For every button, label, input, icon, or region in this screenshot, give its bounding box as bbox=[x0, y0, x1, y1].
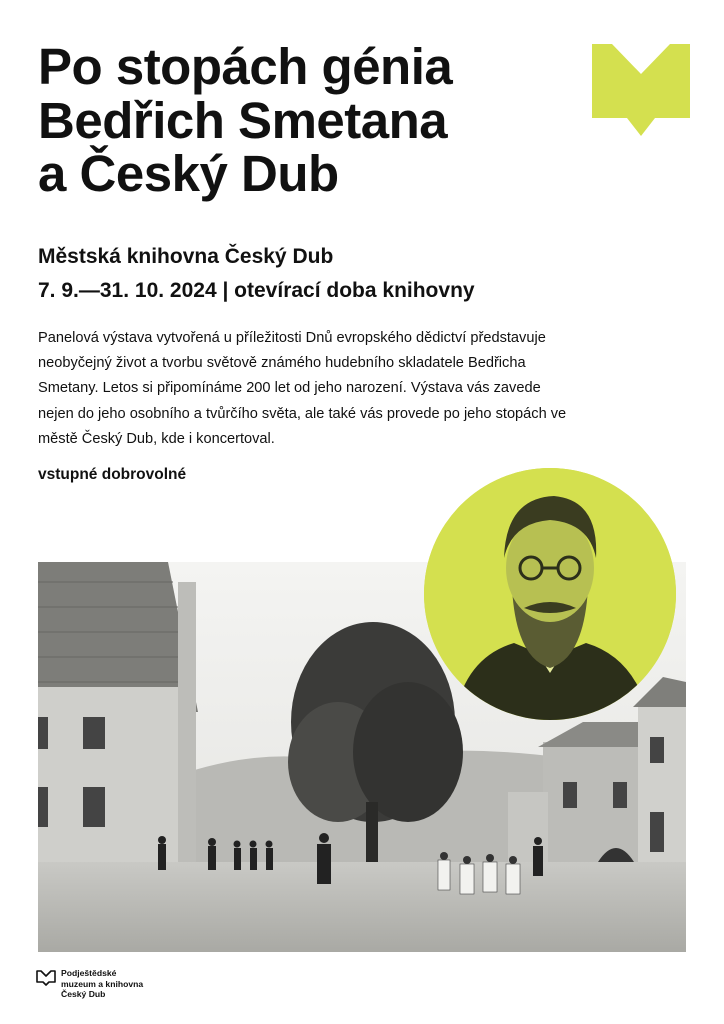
description-text: Panelová výstava vytvořená u příležitosti Dnů evropského dědictví představuje neobyčejný život a tvorbu světově známého hudebního skladatele Bedřicha Smetany. Letos si připomínáme 200 let od jeho narození. Výstava vás zavede nejen do jeho osobního a tvůrčího světa, ale také vás provede po jeho stopách ve městě Český Dub, kde i koncertoval. bbox=[38, 330, 567, 447]
smetana-portrait bbox=[424, 468, 676, 720]
open-book-outline-icon bbox=[36, 970, 56, 986]
dates-text: 7. 9.—31. 10. 2024 | otevírací doba knihovny bbox=[38, 279, 475, 302]
venue-text: Městská knihovna Český Dub bbox=[38, 245, 334, 268]
title-line-2: Bedřich Smetana bbox=[38, 91, 448, 149]
footer-line-1: Podještědské bbox=[61, 968, 117, 978]
footer-line-2: muzeum a knihovna bbox=[61, 978, 144, 989]
admission-text: vstupné dobrovolné bbox=[38, 466, 187, 483]
poster-title bbox=[38, 40, 578, 201]
footer-line-3: Český Dub bbox=[61, 989, 106, 999]
event-info bbox=[38, 240, 475, 308]
title-line-1: Po stopách génia bbox=[38, 38, 453, 95]
title-line-3: a Český Dub bbox=[38, 145, 339, 203]
open-book-icon bbox=[592, 44, 690, 136]
footer-institution-name bbox=[61, 968, 143, 1000]
footer-logo bbox=[36, 968, 143, 1000]
